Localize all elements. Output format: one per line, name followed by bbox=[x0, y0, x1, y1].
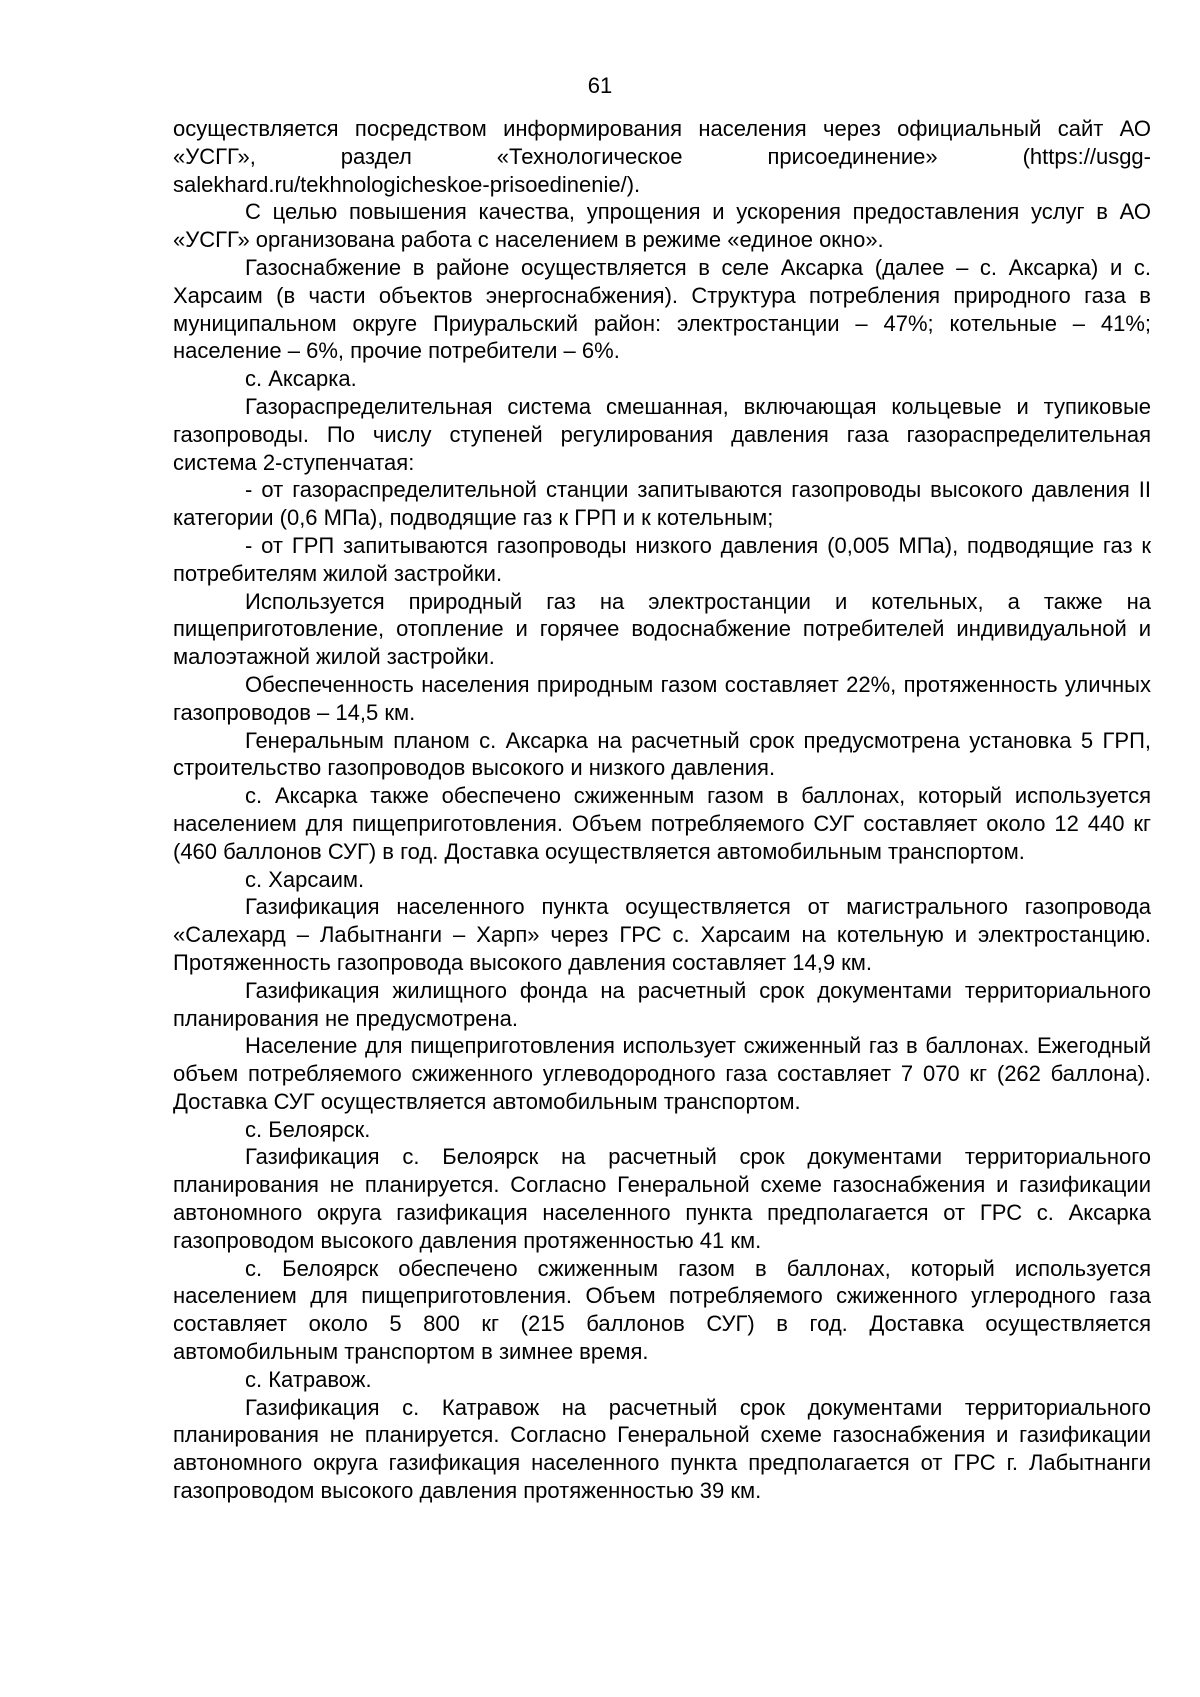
paragraph: Генеральным планом с. Аксарка на расчетный срок предусмотрена установка 5 ГРП, строительство газопроводов высокого и низкого давления. bbox=[173, 727, 1151, 781]
locality-heading: с. Белоярск. bbox=[245, 1116, 371, 1142]
paragraph: Население для пищеприготовления использует сжиженный газ в баллонах. Ежегодный объем потребляемого сжиженного углеводородного газа составляет 7 070 кг (262 баллона). Доставка СУГ осуществляется автомобильным транспортом. bbox=[173, 1033, 1151, 1114]
paragraph: Обеспеченность населения природным газом составляет 22%, протяженность уличных газопроводов – 14,5 км. bbox=[173, 671, 1151, 725]
paragraph: с. Белоярск обеспечено сжиженным газом в баллонах, который используется населением для пищеприготовления. Объем потребляемого сжиженного углеродного газа составляет около 5 800 кг (215 баллонов СУГ) в год. Доставка осуществляется автомобильным транспортом в зимнее время. bbox=[173, 1255, 1151, 1365]
paragraph: осуществляется посредством информирования населения через официальный сайт АО «УСГГ», раздел «Технологическое присоединение» (https://usgg-salekhard.ru/tekhnologicheskoe-prisoedinenie/). bbox=[173, 116, 1151, 197]
page-number: 61 bbox=[587, 73, 613, 98]
paragraph: Газоснабжение в районе осуществляется в селе Аксарка (далее – с. Аксарка) и с. Харсаим (в части объектов энергоснабжения). Структура потребления природного газа в муниципальном округе Приуральский район: электростанции – 47%; котельные – 41%; население – 6%, прочие потребители – 6%. bbox=[173, 254, 1151, 364]
paragraph: Газораспределительная система смешанная, включающая кольцевые и тупиковые газопроводы. По числу ступеней регулирования давления газа газораспределительная система 2-ступенчатая: bbox=[173, 393, 1151, 475]
locality-heading: с. Аксарка. bbox=[245, 366, 357, 392]
list-item: - от ГРП запитываются газопроводы низкого давления (0,005 МПа), подводящие газ к потребителям жилой застройки. bbox=[173, 532, 1151, 586]
paragraph: Используется природный газ на электростанции и котельных, а также на пищеприготовление, отопление и горячее водоснабжение потребителей индивидуальной и малоэтажной жилой застройки. bbox=[173, 588, 1151, 670]
locality-heading: с. Харсаим. bbox=[245, 866, 365, 892]
locality-heading: с. Катравож. bbox=[245, 1366, 372, 1392]
document-body bbox=[173, 115, 1151, 1505]
paragraph: с. Аксарка также обеспечено сжиженным газом в баллонах, который используется населением для пищеприготовления. Объем потребляемого СУГ составляет около 12 440 кг (460 баллонов СУГ) в год. Доставка осуществляется автомобильным транспортом. bbox=[173, 783, 1151, 864]
paragraph: Газификация населенного пункта осуществляется от магистрального газопровода «Салехард – Лабытнанги – Харп» через ГРС с. Харсаим на котельную и электростанцию. Протяженность газопровода высокого давления составляет 14,9 км. bbox=[173, 894, 1151, 975]
paragraph: Газификация с. Белоярск на расчетный срок документами территориального планирования не планируется. Согласно Генеральной схеме газоснабжения и газификации автономного округа газификация населенного пункта предполагается от ГРС с. Аксарка газопроводом высокого давления протяженностью 41 км. bbox=[173, 1144, 1151, 1253]
list-item: - от газораспределительной станции запитываются газопроводы высокого давления II категории (0,6 МПа), подводящие газ к ГРП и к котельным; bbox=[173, 477, 1151, 531]
paragraph: Газификация с. Катравож на расчетный срок документами территориального планирования не планируется. Согласно Генеральной схеме газоснабжения и газификации автономного округа газификация населенного пункта предполагается от ГРС г. Лабытнанги газопроводом высокого давления протяженностью 39 км. bbox=[173, 1394, 1151, 1504]
paragraph: Газификация жилищного фонда на расчетный срок документами территориального планирования не предусмотрена. bbox=[173, 977, 1151, 1031]
paragraph: С целью повышения качества, упрощения и ускорения предоставления услуг в АО «УСГГ» организована работа с населением в режиме «единое окно». bbox=[173, 199, 1151, 253]
